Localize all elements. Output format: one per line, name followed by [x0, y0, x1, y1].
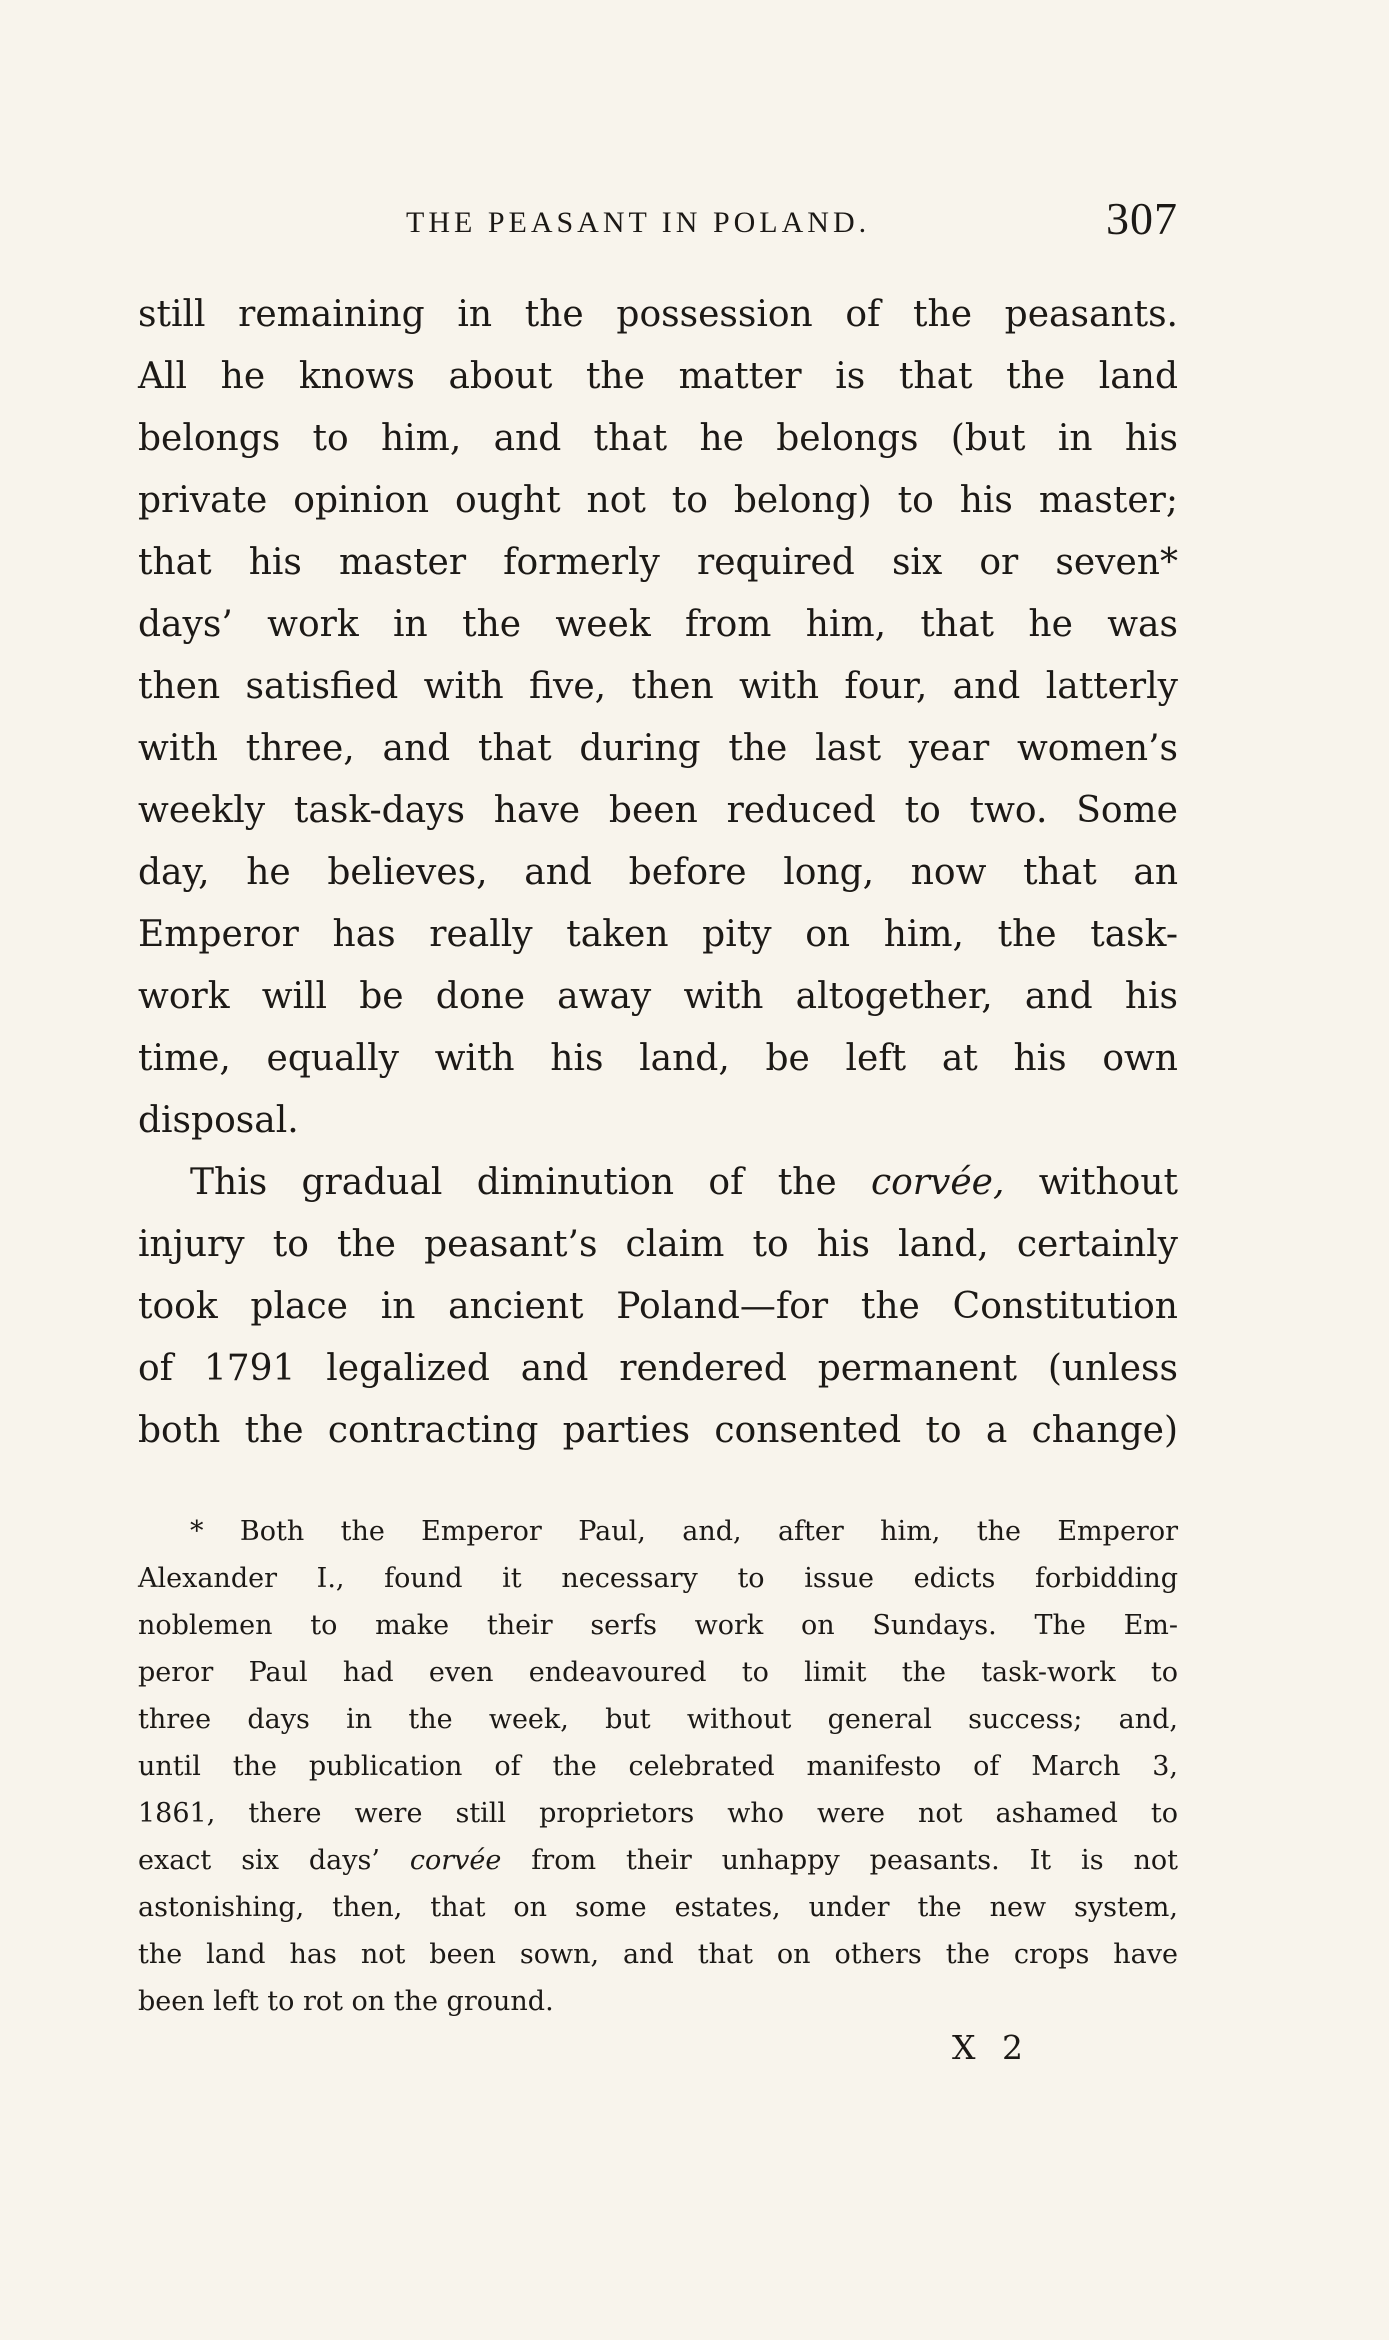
body-line: injury to the peasant’s claim to his land, certainly: [138, 1224, 1178, 1265]
footnote-line-text: from their unhappy peasants. It is not: [501, 1845, 1178, 1876]
body-line-text: without: [1004, 1162, 1179, 1203]
chapter-title: THE PEASANT IN POLAND.: [406, 206, 871, 239]
body-line: private opinion ought not to belong) to his master;: [138, 480, 1178, 521]
body-line: belongs to him, and that he belongs (but in his: [138, 418, 1178, 459]
footnote-line: noblemen to make their serfs work on Sundays. The Em-: [138, 1610, 1178, 1641]
body-text: [138, 284, 1178, 1462]
footnote-line: peror Paul had even endeavoured to limit the task-work to: [138, 1657, 1178, 1688]
italic-term: corvée: [409, 1845, 502, 1876]
signature-mark: X 2: [952, 2028, 1031, 2067]
body-line: took place in ancient Poland—for the Constitution: [138, 1286, 1178, 1327]
body-line: both the contracting parties consented to a change): [138, 1410, 1178, 1451]
body-line: time, equally with his land, be left at his own: [138, 1038, 1178, 1079]
body-line: still remaining in the possession of the peasants.: [138, 294, 1178, 335]
footnote-line: * Both the Emperor Paul, and, after him, the Emperor: [190, 1516, 1178, 1547]
body-line: All he knows about the matter is that the land: [138, 356, 1178, 397]
page-number: 307: [1106, 193, 1178, 244]
footnote-line-with-italic: [138, 1837, 1178, 1884]
body-line: with three, and that during the last year women’s: [138, 728, 1178, 769]
body-line: work will be done away with altogether, and his: [138, 976, 1178, 1017]
italic-term: corvée,: [870, 1162, 1005, 1203]
footnote-line: been left to rot on the ground.: [138, 1986, 554, 2017]
body-line: disposal.: [138, 1100, 299, 1141]
footnote-line: until the publication of the celebrated manifesto of March 3,: [138, 1751, 1178, 1782]
body-line: then satisfied with five, then with four, and latterly: [138, 666, 1178, 707]
footnote-line: three days in the week, but without general success; and,: [138, 1704, 1178, 1735]
body-line: day, he believes, and before long, now that an: [138, 852, 1178, 893]
footnote-line: 1861, there were still proprietors who were not ashamed to: [138, 1798, 1178, 1829]
footnote-line-text: exact six days’: [138, 1845, 410, 1876]
body-line: Emperor has really taken pity on him, the task-: [138, 914, 1178, 955]
body-line-text: This gradual diminution of the: [190, 1162, 871, 1203]
body-line-paragraph-start: [138, 1152, 1178, 1214]
footnote-line: astonishing, then, that on some estates, under the new system,: [138, 1892, 1178, 1923]
body-line: of 1791 legalized and rendered permanent (unless: [138, 1348, 1178, 1389]
body-line: days’ work in the week from him, that he was: [138, 604, 1178, 645]
body-line: that his master formerly required six or seven*: [138, 542, 1178, 583]
running-head: [138, 192, 1178, 252]
body-line: weekly task-days have been reduced to two. Some: [138, 790, 1178, 831]
footnote-line: the land has not been sown, and that on others the crops have: [138, 1939, 1178, 1970]
footnote: [138, 1508, 1178, 2025]
footnote-line: Alexander I., found it necessary to issue edicts forbidding: [138, 1563, 1178, 1594]
